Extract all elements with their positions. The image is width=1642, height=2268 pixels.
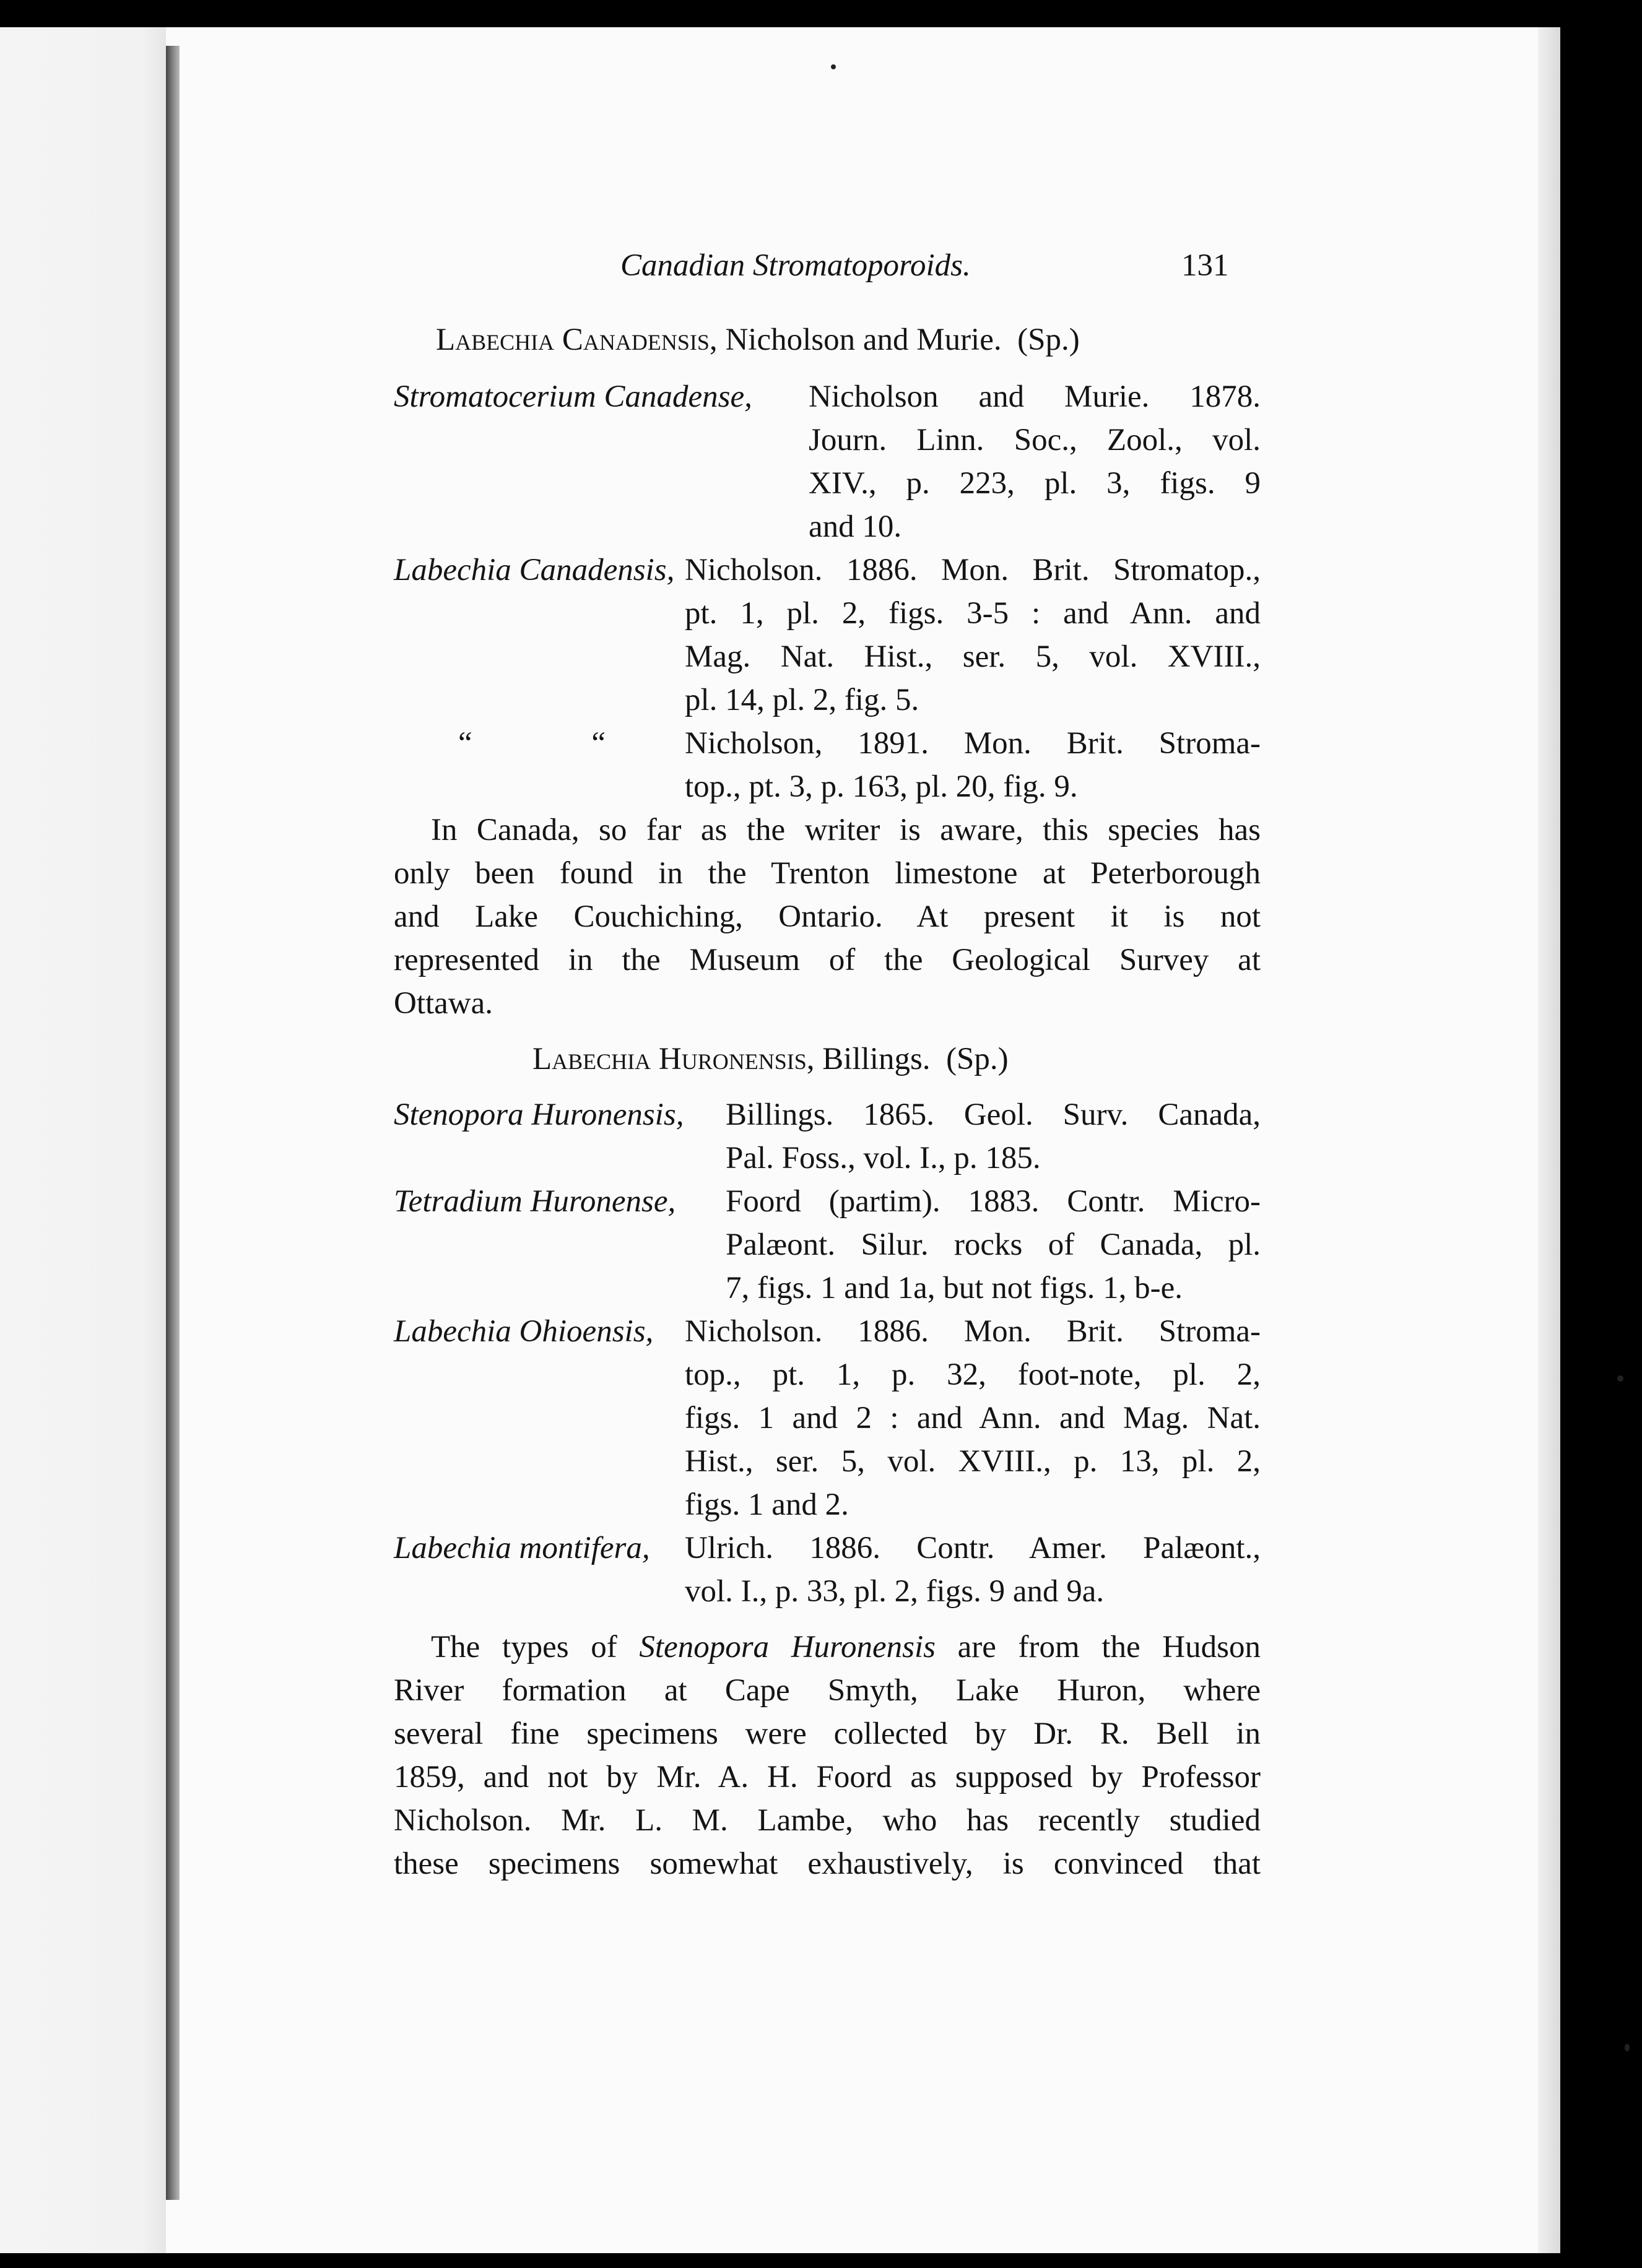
facing-page-edge (0, 27, 166, 2253)
page-edge (1538, 27, 1560, 2253)
species-heading-name: Labechia Canadensis, (436, 322, 718, 357)
synonym-line: Hist., ser. 5, vol. XVIII., p. 13, pl. 2, (685, 1444, 1261, 1479)
species-name-italic: Stenopora Huronensis (639, 1630, 936, 1664)
synonym-name: Stromatocerium Canadense, (394, 379, 752, 414)
species-heading-sp: (Sp.) (1017, 322, 1080, 357)
species-heading (436, 318, 1080, 361)
page-number: 131 (1181, 248, 1229, 283)
synonym-line: Nicholson and Murie. 1878. (809, 379, 1261, 414)
species-heading-name: Labechia Huronensis, (532, 1042, 815, 1076)
synonym-name: Labechia Ohioensis, (394, 1314, 654, 1349)
paragraph-line: In Canada, so far as the writer is aware, this species has (431, 813, 1261, 847)
paragraph-line: Ottawa. (394, 986, 493, 1021)
synonym-line: top., pt. 3, p. 163, pl. 20, fig. 9. (685, 769, 1078, 804)
paragraph-text: The types of (431, 1630, 640, 1664)
synonym-line: XIV., p. 223, pl. 3, figs. 9 (809, 466, 1261, 501)
synonym-line: pt. 1, pl. 2, figs. 3-5 : and Ann. and (685, 596, 1261, 631)
paragraph-line: only been found in the Trenton limestone at Peterborough (394, 856, 1261, 891)
species-heading-author: Billings. (822, 1042, 931, 1076)
paragraph-line: these specimens somewhat exhaustively, is convinced that (394, 1846, 1261, 1881)
paragraph-line: Nicholson. Mr. L. M. Lambe, who has recently studied (394, 1803, 1261, 1838)
scan-speck (1625, 2044, 1630, 2051)
paragraph-text: are from the Hudson (935, 1630, 1261, 1664)
synonym-line: Foord (partim). 1883. Contr. Micro- (726, 1184, 1261, 1219)
synonym-name: Tetradium Huronense, (394, 1184, 676, 1219)
synonym-line: figs. 1 and 2. (685, 1487, 849, 1522)
synonym-line: Billings. 1865. Geol. Surv. Canada, (726, 1097, 1261, 1132)
species-heading-sp: (Sp.) (946, 1042, 1009, 1076)
scan-speck (831, 64, 836, 69)
species-heading-author: Nicholson and Murie. (725, 322, 1002, 357)
scan-speck (1617, 1375, 1623, 1382)
running-title: Canadian Stromatoporoids. (620, 248, 971, 283)
synonym-line: Ulrich. 1886. Contr. Amer. Palæont., (685, 1531, 1261, 1565)
synonym-line: 7, figs. 1 and 1a, but not figs. 1, b-e. (726, 1271, 1183, 1305)
synonym-name: Labechia Canadensis, (394, 553, 675, 587)
paragraph-line: represented in the Museum of the Geological Survey at (394, 943, 1261, 977)
book-gutter (166, 46, 180, 2200)
synonym-line: Pal. Foss., vol. I., p. 185. (726, 1141, 1041, 1175)
synonym-line: pl. 14, pl. 2, fig. 5. (685, 683, 919, 717)
synonym-line: and 10. (809, 509, 902, 544)
paragraph-line: 1859, and not by Mr. A. H. Foord as supposed by Professor (394, 1760, 1261, 1794)
synonym-line: top., pt. 1, p. 32, foot-note, pl. 2, (685, 1357, 1261, 1392)
synonym-line: Palæont. Silur. rocks of Canada, pl. (726, 1227, 1261, 1262)
book-page (0, 27, 1560, 2253)
paragraph-line: and Lake Couchiching, Ontario. At present it is not (394, 899, 1261, 934)
synonym-line: Journ. Linn. Soc., Zool., vol. (809, 423, 1261, 457)
paragraph-line (431, 1625, 1261, 1669)
species-heading (532, 1037, 1009, 1081)
synonym-line: Mag. Nat. Hist., ser. 5, vol. XVIII., (685, 639, 1261, 674)
synonym-line: Nicholson. 1886. Mon. Brit. Stromatop., (685, 553, 1261, 587)
ditto-marks: “ “ (458, 726, 606, 761)
synonym-line: figs. 1 and 2 : and Ann. and Mag. Nat. (685, 1401, 1261, 1435)
synonym-line: Nicholson. 1886. Mon. Brit. Stroma- (685, 1314, 1261, 1349)
synonym-name: Labechia montifera, (394, 1531, 650, 1565)
synonym-name: Stenopora Huronensis, (394, 1097, 684, 1132)
paragraph-line: several fine specimens were collected by Dr. R. Bell in (394, 1716, 1261, 1751)
paragraph-line: River formation at Cape Smyth, Lake Huron, where (394, 1673, 1261, 1708)
synonym-line: Nicholson, 1891. Mon. Brit. Stroma- (685, 726, 1261, 761)
synonym-line: vol. I., p. 33, pl. 2, figs. 9 and 9a. (685, 1574, 1105, 1609)
